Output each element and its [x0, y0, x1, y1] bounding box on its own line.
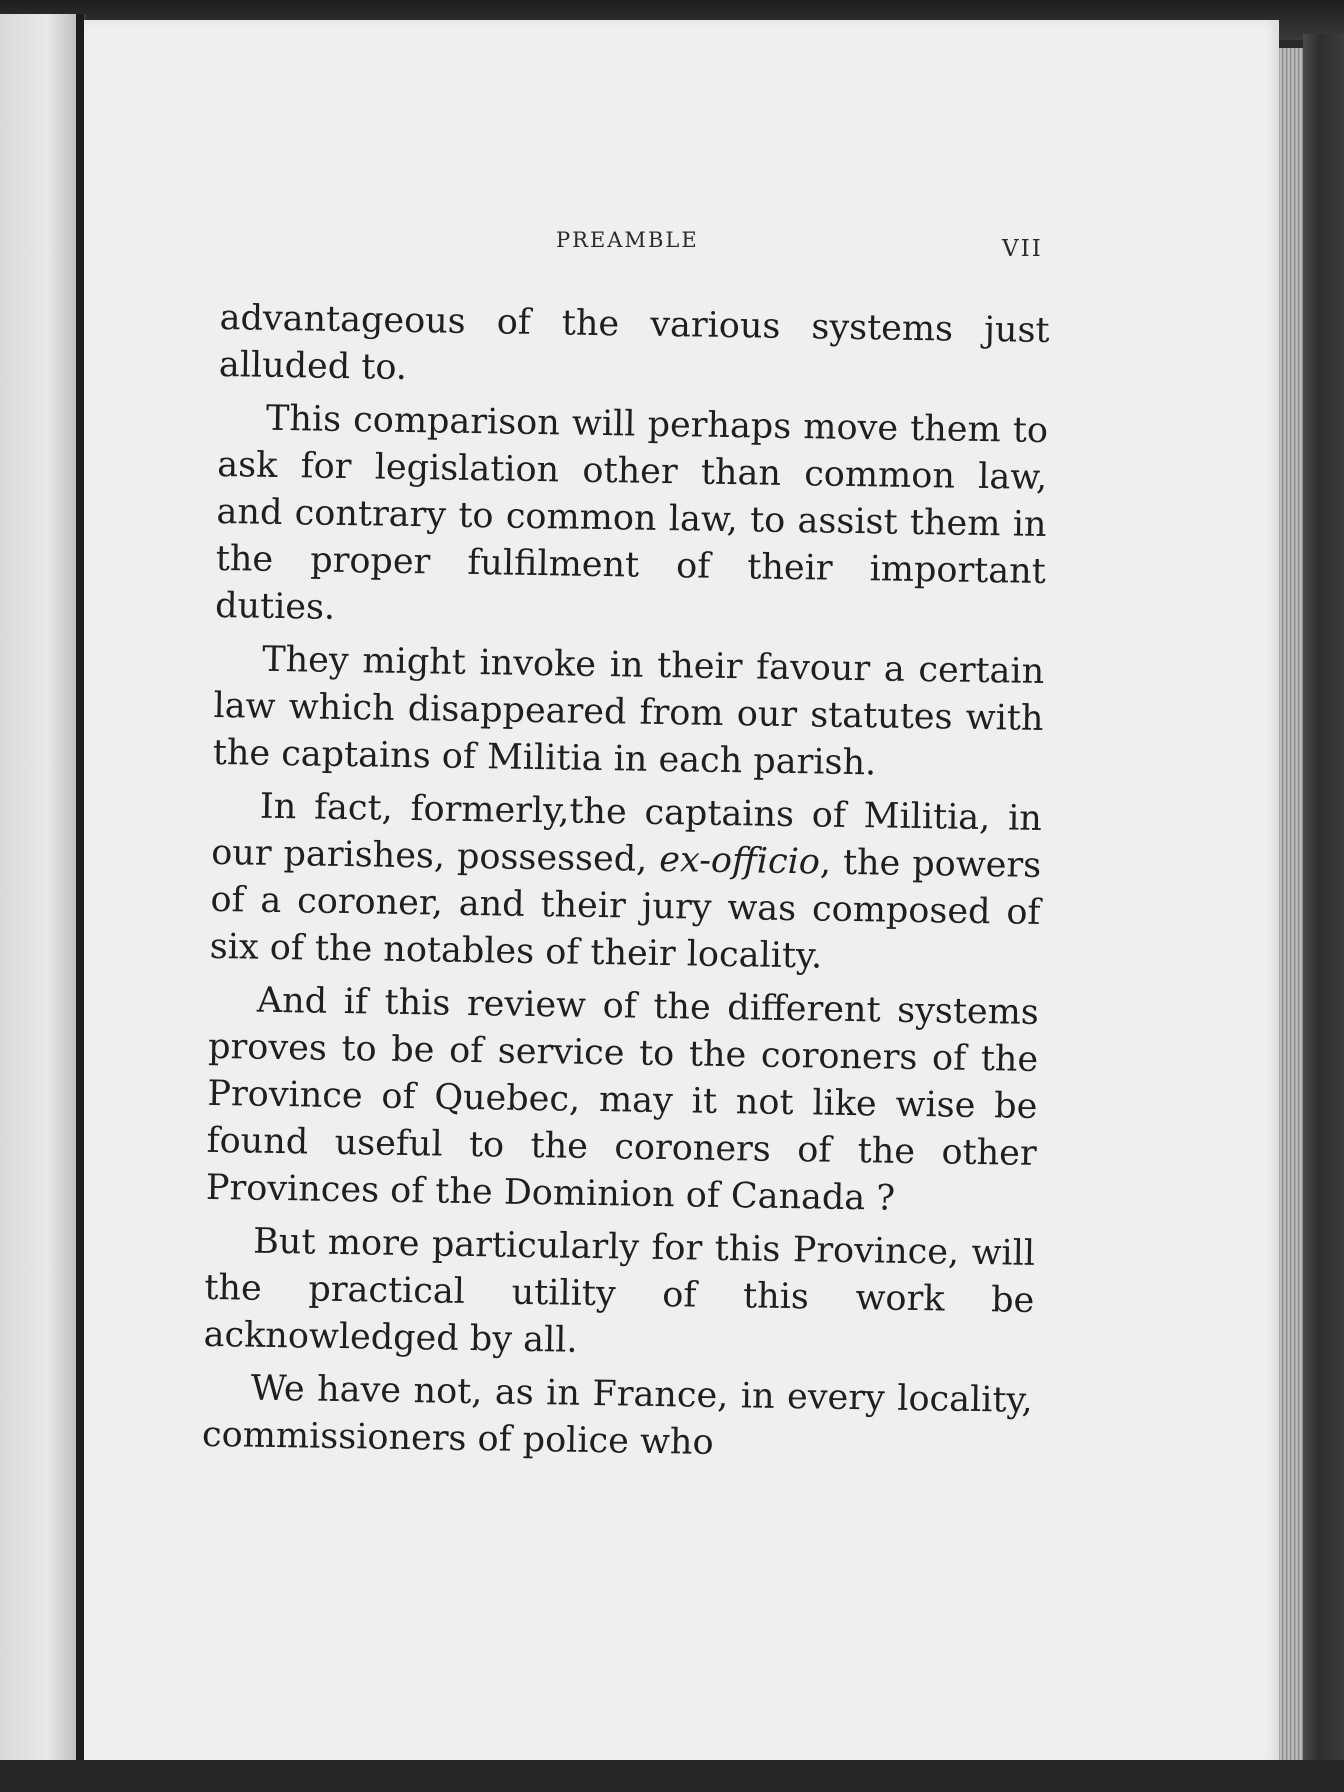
page-stack-edge: [1279, 48, 1303, 1763]
page-number: VII: [1002, 236, 1043, 262]
book-cover-edge: [1303, 34, 1344, 1792]
paragraph-5: And if this review of the different systems proves to be of service to the coroners of the Province of Quebec, may it not like wise be found useful to the coroners of the other Provinces of the Dominion of Canada ?: [205, 980, 1040, 1219]
paragraph-3: They might invoke in their favour a certain law which disappeared from our statutes with the captains of Militia in each parish.: [212, 639, 1045, 784]
scan-background-bottom: [0, 1760, 1344, 1792]
running-header: PREAMBLE: [556, 228, 699, 252]
book-gutter: [76, 14, 84, 1764]
paragraph-1: advantageous of the various systems just alluded to.: [218, 297, 1050, 388]
paragraph-4-end: , the powers of a coroner, and their jury was composed of six of the notables of their locality.: [209, 842, 1042, 977]
paragraph-4-italic: ex-officio: [658, 839, 821, 883]
paragraph-7: We have not, as in France, in every locality, commissioners of police who: [201, 1368, 1034, 1463]
paragraph-4-start: In fact, formerly,the captains of Militia, in our parishes, possessed,: [210, 786, 1043, 880]
body-text: [202, 295, 1050, 1478]
paragraph-2: This comparison will perhaps move them to ask for legislation other than common law, and contrary to common law, to assist them in the proper fulfilment of their important duties.: [214, 398, 1049, 628]
paragraph-6: But more particularly for this Province, will the practical utility of this work be acknowledged by all.: [203, 1221, 1036, 1361]
paragraph-4: [209, 783, 1042, 984]
previous-page-edge: [0, 14, 86, 1764]
